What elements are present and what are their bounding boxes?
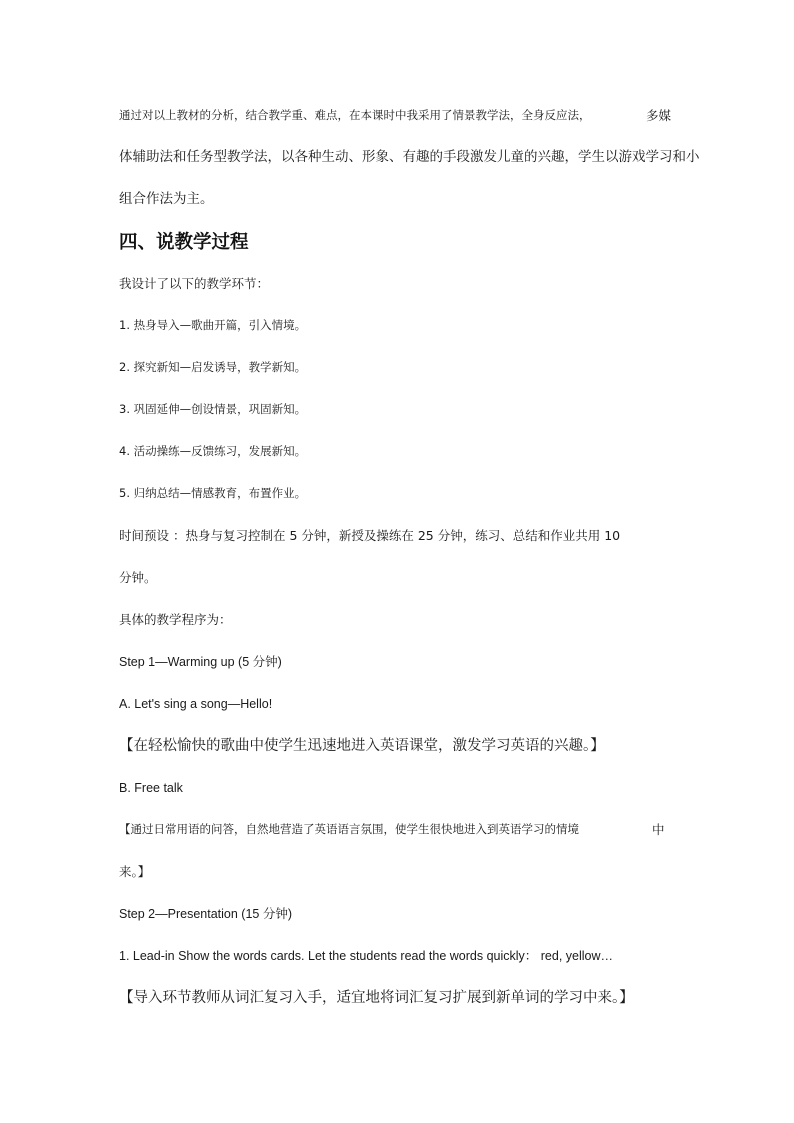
step-item: 5. 归纳总结—情感教育，布置作业。 xyxy=(119,486,307,500)
step-item: 4. 活动操练—反馈练习，发展新知。 xyxy=(119,444,307,458)
time-plan-line-2: 分钟。 xyxy=(119,570,157,585)
step1-a: A. Let's sing a song—Hello! xyxy=(119,697,273,711)
time-plan-line-1: 时间预设 ：热身与复习控制在 5 分钟，新授及操练在 25 分钟，练习、总结和作业共用 10 xyxy=(119,528,621,543)
step1-b-note-line-1-tail: 中 xyxy=(652,822,665,837)
section-lead: 我设计了以下的教学环节： xyxy=(119,276,270,291)
step1-b-note-line-2: 来。】 xyxy=(119,864,151,879)
intro-line-1-text: 通过对以上教材的分析，结合教学重、难点，在本课时中我采用了情景教学法，全身反应法， xyxy=(119,108,591,122)
step1-b-note-line-1: 【通过日常用语的问答，自然地营造了英语语言氛围，使学生很快地进入到英语学习的情境 xyxy=(119,822,579,836)
step1-b: B. Free talk xyxy=(119,781,183,795)
intro-line-3: 组合作法为主。 xyxy=(119,191,214,207)
section-heading: 四、说教学过程 xyxy=(119,232,249,253)
intro-line-1 xyxy=(119,110,591,122)
intro-line-2: 体辅助法和任务型教学法，以各种生动、形象、有趣的手段激发儿童的兴趣，学生以游戏学习和小 xyxy=(119,149,700,165)
step2-title: Step 2—Presentation (15 分钟) xyxy=(119,907,292,921)
step2-item-1: 1. Lead-in Show the words cards. Let the students read the words quickly： red, yellow… xyxy=(119,949,614,963)
step-item: 3. 巩固延伸—创设情景，巩固新知。 xyxy=(119,402,307,416)
step1-a-note: 【在轻松愉快的歌曲中使学生迅速地进入英语课堂，激发学习英语的兴趣。】 xyxy=(119,738,605,754)
intro-line-1-tail: 多媒 xyxy=(646,108,672,123)
step-item: 2. 探究新知—启发诱导，教学新知。 xyxy=(119,360,307,374)
step-item: 1. 热身导入—歌曲开篇，引入情境。 xyxy=(119,318,307,332)
step1-title: Step 1—Warming up (5 分钟) xyxy=(119,655,282,669)
step2-item-1-note: 【导入环节教师从词汇复习入手，适宜地将词汇复习扩展到新单词的学习中来。】 xyxy=(119,990,634,1006)
procedure-lead: 具体的教学程序为： xyxy=(119,612,232,627)
